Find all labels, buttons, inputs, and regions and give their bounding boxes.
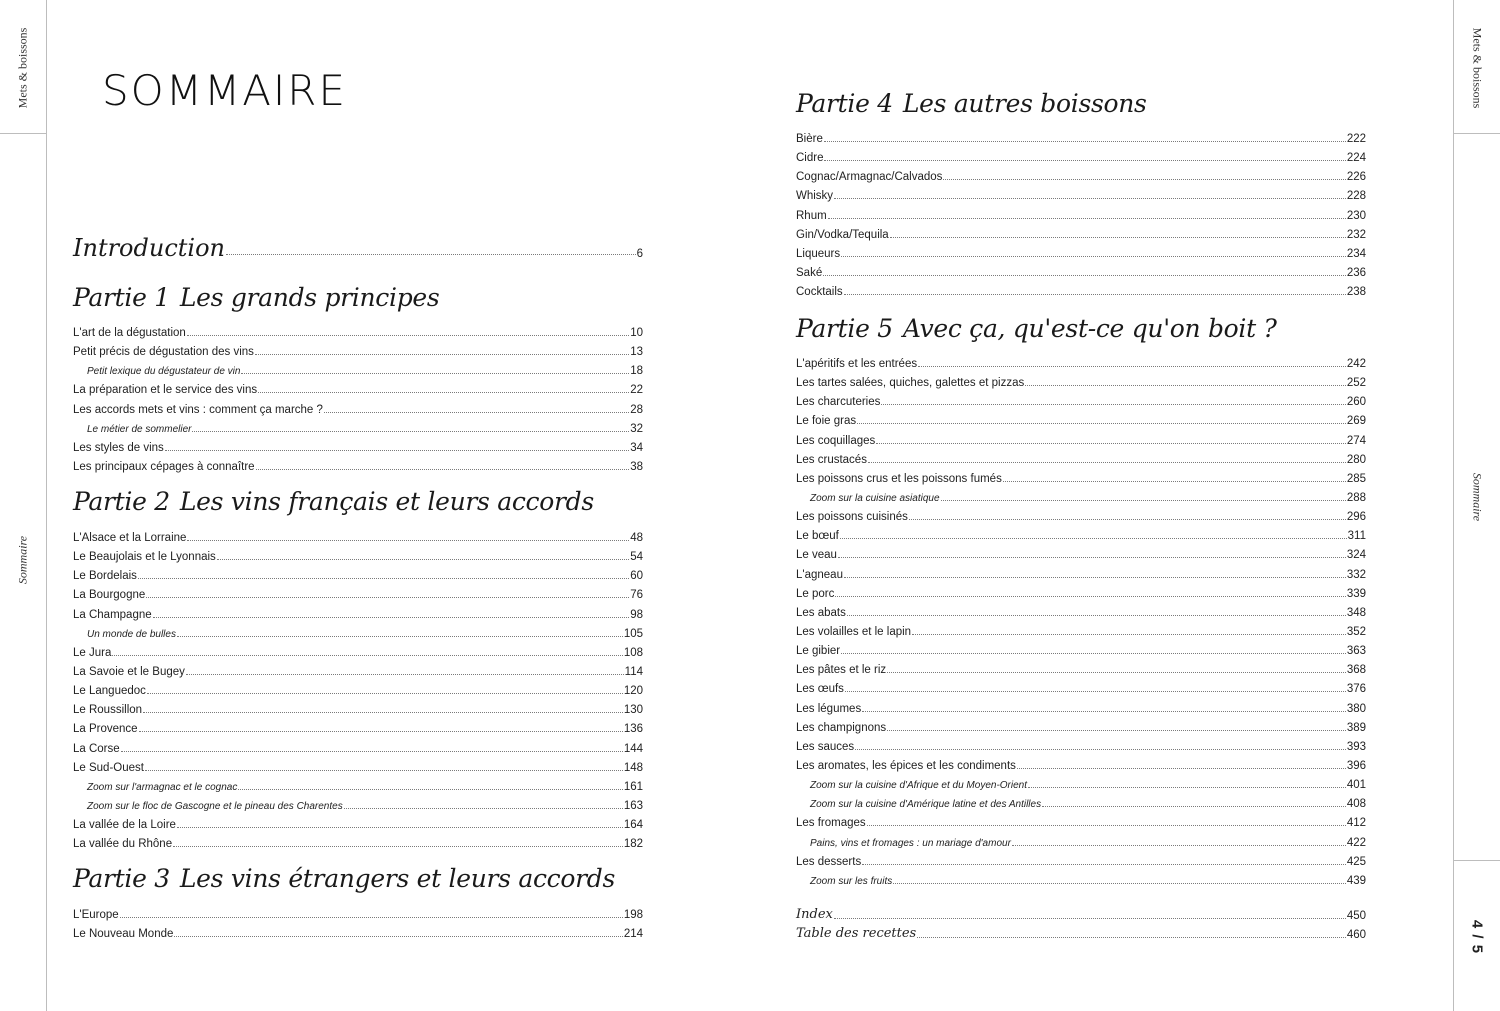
toc-entry-page: 182 <box>623 838 643 851</box>
toc-entry-label: Les pâtes et le riz <box>796 664 887 677</box>
toc-entry-page: 252 <box>1346 377 1366 390</box>
dot-leader <box>147 693 623 694</box>
toc-entry-label: Les fromages <box>796 817 866 830</box>
toc-entry-label: Le Languedoc <box>73 685 146 698</box>
toc-entry[interactable] <box>796 450 1366 466</box>
dot-leader <box>146 597 629 598</box>
toc-entry-page: 38 <box>630 460 643 473</box>
dot-leader <box>862 864 1346 865</box>
toc-entry-page: 224 <box>1346 152 1366 165</box>
toc-entry-page: 274 <box>1346 434 1366 447</box>
toc-entry-label: La Bourgogne <box>73 589 146 602</box>
toc-entry[interactable] <box>796 392 1366 408</box>
toc-entry[interactable] <box>73 605 643 621</box>
toc-entry-page: 238 <box>1346 286 1366 299</box>
dot-leader <box>256 469 630 470</box>
part-heading <box>73 864 615 893</box>
toc-entry-label: Le Roussillon <box>73 704 143 717</box>
dot-leader <box>1042 806 1346 807</box>
toc-entry-page: 230 <box>1346 209 1366 222</box>
toc-entry-label: Le Beaujolais et le Lyonnais <box>73 551 216 564</box>
dot-leader <box>841 653 1346 654</box>
toc-entry-label: Petit lexique du dégustateur de vin <box>87 366 241 378</box>
toc-entry-page: 236 <box>1346 266 1366 279</box>
toc-entry-label: Le Bordelais <box>73 570 137 583</box>
toc-entry-label: Bière <box>796 133 823 145</box>
toc-entry[interactable] <box>73 528 643 544</box>
dot-leader <box>890 237 1346 238</box>
toc-entry[interactable] <box>73 380 643 396</box>
toc-entry-label: La Provence <box>73 723 138 736</box>
toc-entry-page: 54 <box>630 551 643 564</box>
toc-entry[interactable] <box>796 354 1366 370</box>
toc-entry-page: 352 <box>1346 625 1366 638</box>
toc-entry[interactable] <box>73 342 643 358</box>
dot-leader <box>868 462 1346 463</box>
toc-entry-label: Les desserts <box>796 855 862 868</box>
toc-entry-label: Liqueurs <box>796 247 841 260</box>
dot-leader <box>238 789 623 790</box>
toc-entry-page: 13 <box>630 346 643 359</box>
toc-entry[interactable] <box>73 905 643 921</box>
toc-entry-page: 242 <box>1346 358 1366 370</box>
dot-leader <box>258 392 629 393</box>
part-title: Les vins étrangers et leurs accords <box>179 864 615 893</box>
toc-entry-label: Le Sud-Ouest <box>73 761 144 774</box>
dot-leader <box>876 443 1346 444</box>
toc-entry-page: 22 <box>630 384 643 397</box>
toc-entry[interactable] <box>73 777 643 793</box>
running-head-section: Sommaire <box>15 535 30 585</box>
toc-entry-page: 161 <box>623 780 643 793</box>
toc-entry-label: Les aromates, les épices et les condiments <box>796 759 1016 772</box>
toc-entry-label: Gin/Vodka/Tequila <box>796 228 889 241</box>
toc-entry-page: 288 <box>1346 491 1366 504</box>
toc-entry-label: Le gibier <box>796 645 841 658</box>
toc-entry-page: 18 <box>630 365 643 378</box>
dot-leader <box>145 770 623 771</box>
toc-entry-label: Table des recettes <box>796 926 917 941</box>
dot-leader <box>887 730 1346 731</box>
margin-divider <box>1454 133 1500 134</box>
toc-entry-label: Un monde de bulles <box>87 628 176 640</box>
toc-entry-label: L'apéritifs et les entrées <box>796 358 918 370</box>
toc-entry-page: 105 <box>623 627 643 640</box>
toc-entry[interactable] <box>796 679 1366 695</box>
dot-leader <box>841 256 1346 257</box>
dot-leader <box>840 538 1347 539</box>
toc-entry-page: 6 <box>636 248 643 260</box>
dot-leader <box>857 423 1346 424</box>
toc-entry-label: Zoom sur la cuisine asiatique <box>810 492 940 504</box>
toc-entry-page: 10 <box>630 327 643 339</box>
toc-entry[interactable] <box>796 244 1366 260</box>
toc-entry[interactable] <box>796 641 1366 657</box>
toc-entry[interactable] <box>796 373 1366 389</box>
dot-leader <box>909 519 1346 520</box>
toc-entry[interactable] <box>73 457 643 473</box>
toc-entry-label: Zoom sur l'armagnac et le cognac <box>87 781 238 793</box>
part-heading <box>796 89 1147 118</box>
dot-leader <box>847 615 1346 616</box>
toc-entry-label: La vallée du Rhône <box>73 838 173 851</box>
toc-entry-page: 136 <box>623 723 643 736</box>
toc-entry-label: Zoom sur les fruits <box>810 875 893 887</box>
page-title: SOMMAIRE <box>102 66 348 115</box>
dot-leader <box>838 557 1346 558</box>
part-title: Les grands principes <box>179 283 440 312</box>
dot-leader <box>844 294 1346 295</box>
toc-entry-label: La vallée de la Loire <box>73 819 176 832</box>
dot-leader <box>1012 845 1346 846</box>
toc-entry-label: Zoom sur la cuisine d'Afrique et du Moyen-Orient <box>810 780 1028 792</box>
dot-leader <box>112 655 622 656</box>
toc-entry-label: Cocktails <box>796 286 843 299</box>
toc-entry-page: 401 <box>1346 779 1366 792</box>
toc-entry[interactable] <box>796 545 1366 561</box>
toc-entry[interactable] <box>796 833 1366 849</box>
toc-entry-label: Les charcuteries <box>796 396 881 409</box>
dot-leader <box>255 354 629 355</box>
toc-entry-label: La préparation et le service des vins <box>73 384 258 397</box>
toc-entry-page: 324 <box>1346 549 1366 562</box>
dot-leader <box>173 846 623 847</box>
dot-leader <box>324 412 629 413</box>
toc-entry-page: 260 <box>1346 396 1366 409</box>
toc-entry-label: Les crustacés <box>796 453 867 466</box>
dot-leader <box>943 179 1345 180</box>
dot-leader <box>139 731 623 732</box>
toc-entry[interactable] <box>796 507 1366 523</box>
toc-entry[interactable] <box>73 739 643 755</box>
dot-leader <box>217 559 629 560</box>
margin-divider <box>0 133 46 134</box>
toc-entry[interactable] <box>73 566 643 582</box>
part-heading <box>73 283 439 312</box>
dot-leader <box>828 218 1346 219</box>
right-margin-strip <box>1453 0 1500 1011</box>
dot-leader <box>845 691 1346 692</box>
dot-leader <box>855 749 1346 750</box>
toc-entry[interactable] <box>73 400 643 416</box>
toc-entry[interactable] <box>796 526 1366 542</box>
toc-entry-page: 108 <box>623 646 643 659</box>
toc-entry-label: L'agneau <box>796 568 843 581</box>
toc-entry-page: 368 <box>1346 664 1366 677</box>
toc-entry[interactable] <box>796 871 1366 887</box>
toc-entry[interactable] <box>796 225 1366 241</box>
toc-entry-label: Les légumes <box>796 702 862 715</box>
part-number: Partie 4 <box>796 89 893 118</box>
toc-entry-label: Les sauces <box>796 740 855 753</box>
dot-leader <box>241 373 629 374</box>
toc-entry[interactable] <box>796 488 1366 504</box>
toc-entry-page: 76 <box>630 589 643 602</box>
toc-entry-label: Les principaux cépages à connaître <box>73 460 255 473</box>
toc-entry-page: 34 <box>630 441 643 454</box>
toc-entry[interactable] <box>73 681 643 697</box>
dot-leader <box>834 918 1346 919</box>
toc-entry[interactable] <box>796 469 1366 485</box>
dot-leader <box>1017 768 1346 769</box>
toc-entry[interactable] <box>796 775 1366 791</box>
toc-entry[interactable] <box>796 584 1366 600</box>
dot-leader <box>887 672 1346 673</box>
part-title: Les autres boissons <box>902 89 1147 118</box>
toc-entry-label: Le foie gras <box>796 415 857 428</box>
part-number: Partie 2 <box>73 487 170 516</box>
toc-entry-label: Petit précis de dégustation des vins <box>73 346 254 359</box>
toc-entry-page: 425 <box>1346 855 1366 868</box>
dot-leader <box>867 825 1346 826</box>
left-margin-strip <box>0 0 47 1011</box>
toc-entry[interactable] <box>796 718 1366 734</box>
toc-entry[interactable] <box>73 924 643 940</box>
dot-leader <box>1028 787 1346 788</box>
toc-entry-label: Les poissons crus et les poissons fumés <box>796 472 1002 485</box>
toc-entry-label: Les accords mets et vins : comment ça marche ? <box>73 403 323 416</box>
toc-entry-label: La Champagne <box>73 608 152 621</box>
toc-entry-label: Zoom sur le floc de Gascogne et le pineau des Charentes <box>87 800 343 812</box>
toc-entry-label: Les styles de vins <box>73 441 164 454</box>
toc-entry[interactable] <box>796 603 1366 619</box>
dot-leader <box>917 937 1346 938</box>
toc-entry-page: 60 <box>630 570 643 583</box>
toc-entry[interactable] <box>796 756 1366 772</box>
toc-entry-page: 148 <box>623 761 643 774</box>
dot-leader <box>862 711 1346 712</box>
dot-leader <box>138 578 629 579</box>
toc-entry-page: 269 <box>1346 415 1366 428</box>
toc-entry-page: 460 <box>1346 929 1366 941</box>
toc-entry-page: 28 <box>630 403 643 416</box>
toc-entry[interactable] <box>73 834 643 850</box>
dot-leader <box>834 198 1346 199</box>
toc-entry-label: Les volailles et le lapin <box>796 625 912 638</box>
toc-entry-label: Le métier de sommelier <box>87 423 192 435</box>
toc-entry-index[interactable] <box>796 906 1366 922</box>
toc-entry-page: 228 <box>1346 190 1366 203</box>
dot-leader <box>344 808 623 809</box>
dot-leader <box>893 883 1346 884</box>
toc-entry-page: 422 <box>1346 836 1366 849</box>
toc-entry-page: 232 <box>1346 228 1366 241</box>
toc-entry[interactable] <box>796 565 1366 581</box>
toc-entry-label: Zoom sur la cuisine d'Amérique latine et des Antilles <box>810 799 1042 811</box>
toc-entry[interactable] <box>796 699 1366 715</box>
toc-entry[interactable] <box>73 815 643 831</box>
dot-leader <box>192 431 629 432</box>
dot-leader <box>120 917 623 918</box>
toc-entry-page: 130 <box>623 704 643 717</box>
toc-entry-label: Saké <box>796 266 823 279</box>
toc-entry-page: 222 <box>1346 133 1366 145</box>
dot-leader <box>186 674 624 675</box>
toc-entry[interactable] <box>796 660 1366 676</box>
toc-entry-label: L'Europe <box>73 909 119 921</box>
toc-entry[interactable] <box>73 662 643 678</box>
toc-entry[interactable] <box>796 282 1366 298</box>
toc-entry[interactable] <box>73 643 643 659</box>
toc-entry-label: Les poissons cuisinés <box>796 511 908 524</box>
toc-entry-page: 144 <box>623 742 643 755</box>
part-heading <box>73 487 594 516</box>
toc-entry-label: Le bœuf <box>796 530 839 543</box>
toc-entry-label: Les champignons <box>796 721 887 734</box>
toc-entry-page: 408 <box>1346 798 1366 811</box>
dot-leader <box>918 366 1346 367</box>
dot-leader <box>823 275 1346 276</box>
toc-entry-page: 120 <box>623 685 643 698</box>
toc-entry-page: 389 <box>1346 721 1366 734</box>
toc-entry[interactable] <box>73 758 643 774</box>
toc-entry-page: 98 <box>630 608 643 621</box>
toc-entry-page: 393 <box>1346 740 1366 753</box>
toc-entry[interactable] <box>796 129 1366 145</box>
toc-entry-label: Cognac/Armagnac/Calvados <box>796 171 943 184</box>
toc-entry-label: Les œufs <box>796 683 844 696</box>
toc-entry-label: Les coquillages <box>796 434 876 447</box>
toc-entry-page: 363 <box>1346 645 1366 658</box>
toc-entry-label: La Corse <box>73 742 120 755</box>
dot-leader <box>844 577 1346 578</box>
toc-entry-page: 114 <box>624 665 643 678</box>
toc-entry-page: 311 <box>1347 530 1366 543</box>
part-title: Avec ça, qu'est-ce qu'on boit ? <box>902 314 1277 343</box>
toc-entry[interactable] <box>796 813 1366 829</box>
toc-entry[interactable] <box>73 585 643 601</box>
toc-entry-label: L'Alsace et la Lorraine <box>73 532 187 544</box>
running-head-section: Sommaire <box>1470 472 1485 522</box>
toc-entry-page: 164 <box>623 819 643 832</box>
toc-entry-page: 332 <box>1346 568 1366 581</box>
toc-entry-introduction[interactable] <box>73 234 643 262</box>
part-title: Les vins français et leurs accords <box>179 487 594 516</box>
dot-leader <box>187 540 629 541</box>
toc-entry[interactable] <box>73 700 643 716</box>
toc-entry[interactable] <box>73 438 643 454</box>
part-heading <box>796 314 1277 343</box>
toc-entry-label: Les abats <box>796 606 846 619</box>
dot-leader <box>1003 481 1346 482</box>
toc-entry[interactable] <box>796 737 1366 753</box>
toc-entry[interactable] <box>73 323 643 339</box>
toc-entry-label: Cidre <box>796 152 824 165</box>
toc-entry-label: Le Nouveau Monde <box>73 928 174 941</box>
toc-entry-page: 285 <box>1346 472 1366 485</box>
toc-entry[interactable] <box>796 186 1366 202</box>
dot-leader <box>912 634 1346 635</box>
part-number: Partie 5 <box>796 314 893 343</box>
toc-entry[interactable] <box>796 206 1366 222</box>
toc-entry[interactable] <box>796 431 1366 447</box>
toc-entry-page: 439 <box>1346 874 1366 887</box>
toc-entry[interactable] <box>73 624 643 640</box>
toc-entry-recipes[interactable] <box>796 925 1366 941</box>
toc-entry-page: 348 <box>1346 606 1366 619</box>
toc-entry-label: L'art de la dégustation <box>73 327 186 339</box>
toc-entry[interactable] <box>73 796 643 812</box>
dot-leader <box>143 712 623 713</box>
dot-leader <box>165 450 629 451</box>
toc-entry[interactable] <box>796 852 1366 868</box>
dot-leader <box>177 827 623 828</box>
dot-leader <box>174 936 622 937</box>
toc-entry-page: 163 <box>623 799 643 812</box>
page-numbers: 4 / 5 <box>1468 919 1486 955</box>
toc-entry-page: 32 <box>630 422 643 435</box>
dot-leader <box>153 617 630 618</box>
toc-entry[interactable] <box>796 622 1366 638</box>
toc-entry-page: 296 <box>1346 511 1366 524</box>
toc-entry-page: 380 <box>1346 702 1366 715</box>
dot-leader <box>226 254 636 255</box>
toc-entry[interactable] <box>796 148 1366 164</box>
toc-entry-label: Le veau <box>796 549 837 562</box>
toc-entry-page: 48 <box>630 532 643 544</box>
part-number: Partie 3 <box>73 864 170 893</box>
part-number: Partie 1 <box>73 283 170 312</box>
toc-entry-page: 339 <box>1346 587 1366 600</box>
dot-leader <box>881 404 1345 405</box>
toc-entry-page: 234 <box>1346 247 1366 260</box>
toc-entry-page: 450 <box>1346 910 1366 922</box>
dot-leader <box>824 160 1345 161</box>
toc-entry-label: Index <box>796 907 833 922</box>
toc-entry-label: Les tartes salées, quiches, galettes et pizzas <box>796 377 1025 390</box>
toc-entry-label: Whisky <box>796 190 834 203</box>
dot-leader <box>835 596 1345 597</box>
toc-entry-label: Rhum <box>796 209 827 222</box>
dot-leader <box>1025 385 1346 386</box>
toc-entry-label: Pains, vins et fromages : un mariage d'amour <box>810 837 1011 849</box>
toc-entry[interactable] <box>796 167 1366 183</box>
toc-entry-page: 396 <box>1346 759 1366 772</box>
toc-entry-page: 280 <box>1346 453 1366 466</box>
toc-entry-label: Introduction <box>73 234 225 262</box>
toc-entry[interactable] <box>73 361 643 377</box>
dot-leader <box>824 141 1346 142</box>
toc-entry-page: 226 <box>1346 171 1366 184</box>
toc-entry-page: 214 <box>623 928 643 941</box>
running-head-book-title: Mets & boissons <box>15 27 30 109</box>
dot-leader <box>121 751 623 752</box>
toc-entry-page: 376 <box>1346 683 1366 696</box>
toc-entry[interactable] <box>73 719 643 735</box>
running-head-book-title: Mets & boissons <box>1470 27 1485 109</box>
toc-entry-label: Le Jura <box>73 646 112 659</box>
toc-entry-label: La Savoie et le Bugey <box>73 665 185 678</box>
dot-leader <box>187 335 629 336</box>
toc-entry-page: 412 <box>1346 817 1366 830</box>
toc-entry[interactable] <box>73 547 643 563</box>
toc-entry[interactable] <box>796 411 1366 427</box>
dot-leader <box>177 636 623 637</box>
margin-divider <box>1454 860 1500 861</box>
dot-leader <box>941 500 1346 501</box>
toc-entry[interactable] <box>796 263 1366 279</box>
toc-entry[interactable] <box>796 794 1366 810</box>
toc-entry-label: Le porc <box>796 587 835 600</box>
toc-entry[interactable] <box>73 419 643 435</box>
toc-entry-page: 198 <box>623 909 643 921</box>
